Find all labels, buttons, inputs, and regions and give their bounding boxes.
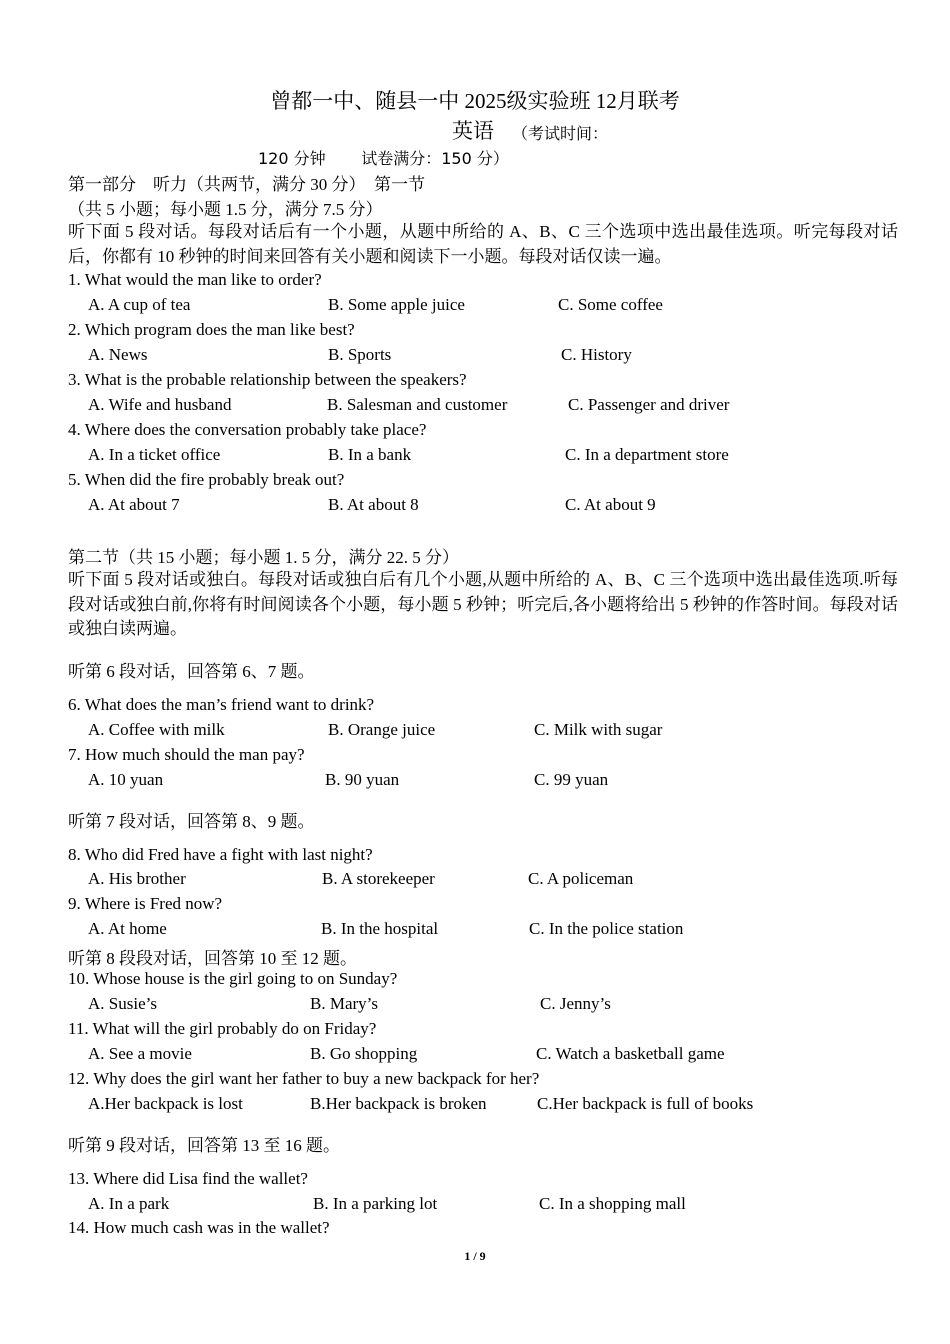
question-stem: 8. Who did Fred have a fight with last night? (68, 845, 373, 864)
option-a: A. 10 yuan (88, 770, 164, 789)
option-c: C. Passenger and driver (568, 395, 730, 414)
exam-title: 曾都一中、随县一中 2025级实验班 12月联考 (270, 89, 680, 113)
question-stem: 1. What would the man like to order? (68, 270, 322, 289)
question-stem: 2. Which program does the man like best? (68, 320, 355, 339)
part1-subheading: （共 5 小题；每小题 1.5 分，满分 7.5 分） (68, 200, 383, 219)
option-a: A. News (88, 345, 148, 364)
option-a: A. Coffee with milk (88, 720, 225, 739)
section-cue: 听第 7 段对话，回答第 8、9 题。 (68, 812, 315, 831)
subject-title: 英语 (452, 119, 494, 143)
page-number: 1 / 9 (464, 1249, 486, 1263)
option-b: B. In a bank (328, 445, 412, 464)
option-b: B. Sports (328, 345, 392, 364)
option-b: B. Mary’s (310, 994, 378, 1013)
option-a: A. A cup of tea (88, 295, 191, 314)
part2-heading: 第二节（共 15 小题；每小题 1. 5 分，满分 22. 5 分） (68, 548, 459, 567)
option-b: B. A storekeeper (322, 869, 435, 888)
option-a: A. See a movie (88, 1044, 192, 1063)
option-b: B. In a parking lot (313, 1194, 438, 1213)
part2-instructions: 听下面 5 段对话或独白。每段对话或独白后有几个小题,从题中所给的 A、B、C 三个选项中选出最佳选项.听每段对话或独白前,你将有时间阅读各个小题，每小题 5 秒钟；听完后,各小题将给出 5 秒钟的作答时间。每段对话或独白读两遍。 (68, 570, 898, 638)
section-cue: 听第 9 段对话，回答第 13 至 16 题。 (68, 1136, 340, 1155)
option-c: C. Some coffee (558, 295, 663, 314)
question-stem: 10. Whose house is the girl going to on Sunday? (68, 969, 398, 988)
question-stem: 7. How much should the man pay? (68, 745, 305, 764)
part1-instructions: 听下面 5 段对话。每段对话后有一个小题，从题中所给的 A、B、C 三个选项中选出最佳选项。听完每段对话后，你都有 10 秒钟的时间来回答有关小题和阅读下一小题。每段对话仅读一遍。 (68, 222, 898, 266)
option-b: B. In the hospital (321, 919, 439, 938)
option-a: A. At home (88, 919, 167, 938)
question-stem: 11. What will the girl probably do on Friday? (68, 1019, 377, 1038)
part1-heading: 第一部分 听力（共两节，满分 30 分） 第一节 (68, 175, 425, 194)
option-c: C. History (561, 345, 632, 364)
option-b: B. Salesman and customer (327, 395, 508, 414)
option-c: C. 99 yuan (534, 770, 609, 789)
option-c: C. In the police station (529, 919, 684, 938)
option-c: C. In a department store (565, 445, 729, 464)
time-and-score: 120 分钟 试卷满分：150 分） (258, 149, 509, 168)
question-stem: 14. How much cash was in the wallet? (68, 1218, 330, 1237)
option-a: A. In a park (88, 1194, 170, 1213)
question-stem: 5. When did the fire probably break out? (68, 470, 345, 489)
question-stem: 3. What is the probable relationship between the speakers? (68, 370, 467, 389)
option-a: A. In a ticket office (88, 445, 221, 464)
option-b: B. 90 yuan (325, 770, 400, 789)
question-stem: 6. What does the man’s friend want to drink? (68, 695, 375, 714)
option-c: C. In a shopping mall (539, 1194, 686, 1213)
question-stem: 4. Where does the conversation probably take place? (68, 420, 427, 439)
option-c: C. A policeman (528, 869, 634, 888)
option-c: C. At about 9 (565, 495, 656, 514)
option-a: A. At about 7 (88, 495, 180, 514)
option-a: A. His brother (88, 869, 186, 888)
option-a: A. Susie’s (88, 994, 157, 1013)
option-c: C. Watch a basketball game (536, 1044, 725, 1063)
option-a: A. Wife and husband (88, 395, 232, 414)
time-label: （考试时间： (512, 126, 609, 143)
option-c: C. Jenny’s (540, 994, 611, 1013)
option-b: B. At about 8 (328, 495, 419, 514)
question-stem: 9. Where is Fred now? (68, 894, 223, 913)
option-b: B. Orange juice (328, 720, 436, 739)
section-cue: 听第 6 段对话，回答第 6、7 题。 (68, 662, 315, 681)
option-a: A.Her backpack is lost (88, 1094, 243, 1113)
option-c: C.Her backpack is full of books (537, 1094, 754, 1113)
option-b: B. Some apple juice (328, 295, 465, 314)
option-b: B. Go shopping (310, 1044, 418, 1063)
option-b: B.Her backpack is broken (310, 1094, 487, 1113)
option-c: C. Milk with sugar (534, 720, 663, 739)
question-stem: 12. Why does the girl want her father to buy a new backpack for her? (68, 1069, 540, 1088)
section-cue: 听第 8 段段对话，回答第 10 至 12 题。 (68, 949, 357, 968)
question-stem: 13. Where did Lisa find the wallet? (68, 1169, 308, 1188)
